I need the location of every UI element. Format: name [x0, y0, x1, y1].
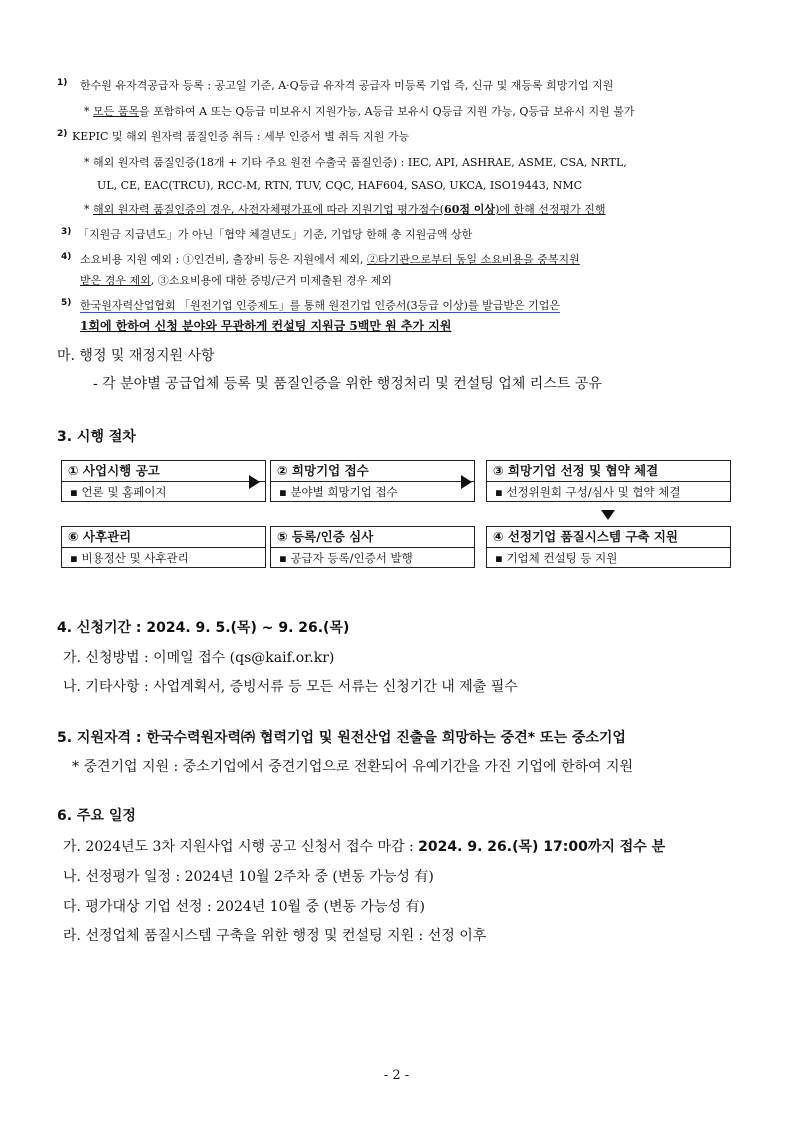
section-ma-item: - 각 분야별 공급업체 등록 및 품질인증을 위한 행정처리 및 컨설팅 업체 리스트 공유 — [93, 376, 602, 392]
footnote-mark: 1) — [57, 78, 68, 88]
schedule-item-3: 다. 평가대상 기업 선정 : 2024년 10월 중 (변동 가능성 有) — [63, 899, 425, 915]
step-desc: ▪ 선정위원회 구성/심사 및 협약 체결 — [495, 485, 681, 499]
step-title: ④ 선정기업 품질시스템 구축 지원 — [487, 527, 730, 548]
underlined-text: 모든 품목 — [93, 105, 140, 118]
step-title: ⑥ 사후관리 — [62, 527, 265, 548]
footnote-text: 한수원 유자격공급자 등록 : 공고일 기준, A·Q등급 유자격 공급자 미등록 기업 즉, 신규 및 재등록 희망기업 지원 — [80, 79, 614, 92]
footnote-2-sub-2 — [84, 202, 605, 217]
step-6-box — [61, 526, 266, 568]
step-1-box — [61, 460, 266, 502]
footnote-text: 「지원금 지급년도」가 아닌「협약 체결년도」기준, 기업당 한해 총 지원금액 상한 — [78, 228, 473, 241]
footnote-2-sub-1b: UL, CE, EAC(TRCU), RCC-M, RTN, TUV, CQC, HAF604, SASO, UKCA, ISO19443, NMC — [97, 179, 583, 192]
schedule-item-1 — [63, 836, 665, 856]
underlined-text: ②타기관으로부터 동일 소요비용을 중복지원 — [366, 253, 580, 266]
schedule-text: 가. 2024년도 3차 지원사업 시행 공고 신청서 접수 마감 : — [63, 839, 419, 855]
footnote-text: 을 포함하여 A 또는 Q등급 미보유시 지원가능, A등급 보유시 Q등급 지원 가능, Q등급 보유시 지원 불가 — [139, 105, 635, 118]
footnote-mark: 2) — [57, 129, 68, 139]
bold-text: 1회에 한하여 신청 분야와 무관하게 컨설팅 지원금 5백만 원 추가 지원 — [80, 319, 452, 333]
deadline-text: 2024. 9. 26.(목) 17:00까지 접수 분 — [418, 839, 666, 855]
footnote-mark: 3) — [61, 227, 72, 237]
bold-text: 60점 이상 — [444, 203, 496, 216]
footnote-mark: 5) — [61, 298, 72, 308]
footnote-text-line2 — [80, 273, 392, 288]
step-5-box — [270, 526, 475, 568]
footnote-text: , ③소요비용에 대한 증빙/근거 미제출된 경우 제외 — [150, 274, 392, 287]
arrow-right-icon — [461, 475, 472, 489]
underlined-text: 해외 원자력 품질인증의 경우, 사전자체평가표에 따라 지원기업 평가점수( — [93, 203, 445, 216]
underlined-text: )에 한해 선정평가 진행 — [495, 203, 606, 216]
schedule-item-4: 라. 선정업체 품질시스템 구축을 위한 행정 및 컨설팅 지원 : 선정 이후 — [63, 928, 487, 944]
underlined-text: 한국원자력산업협회 「원전기업 인증제도」를 통해 원전기업 인증서(3등급 이상)를 발급받은 기업은 — [80, 299, 560, 312]
step-title: ⑤ 등록/인증 심사 — [271, 527, 474, 548]
footnote-text: 소요비용 지원 예외 : ①인건비, 출장비 등은 지원에서 제외, — [80, 253, 367, 266]
step-desc: ▪ 비용정산 및 사후관리 — [70, 551, 189, 565]
step-desc: ▪ 공급자 등록/인증서 발행 — [279, 551, 413, 565]
step-desc: ▪ 기업체 컨설팅 등 지원 — [495, 551, 618, 565]
section-4-item: 가. 신청방법 : 이메일 접수 (qs@kaif.or.kr) — [63, 650, 335, 666]
section-ma-heading: 마. 행정 및 재정지원 사항 — [57, 348, 215, 364]
page-number: - 2 - — [383, 1068, 410, 1083]
section-6-heading: 6. 주요 일정 — [57, 808, 136, 824]
footnote-mark: 4) — [61, 252, 72, 262]
step-title: ② 희망기업 접수 — [271, 461, 474, 482]
step-4-box — [486, 526, 731, 568]
section-3-heading: 3. 시행 절차 — [57, 429, 136, 445]
section-4-heading: 4. 신청기간 : 2024. 9. 5.(목) ~ 9. 26.(목) — [57, 620, 350, 636]
underlined-text: 받은 경우 제외 — [80, 274, 151, 287]
footnote-text-line1 — [80, 252, 580, 267]
step-3-box — [486, 460, 731, 502]
step-2-box — [270, 460, 475, 502]
step-title: ① 사업시행 공고 — [62, 461, 265, 482]
section-5-note: * 중견기업 지원 : 중소기업에서 중견기업으로 전환되어 유예기간을 가진 기업에 한하여 지원 — [72, 759, 634, 775]
footnote-text: KEPIC 및 해외 원자력 품질인증 취득 : 세부 인증서 별 취득 지원 가능 — [72, 130, 410, 143]
arrow-right-icon — [249, 475, 260, 489]
bullet: * — [84, 105, 93, 118]
step-desc: ▪ 언론 및 홈페이지 — [70, 485, 167, 499]
section-4-item: 나. 기타사항 : 사업계획서, 증빙서류 등 모든 서류는 신청기간 내 제출 필수 — [63, 679, 518, 695]
step-desc: ▪ 분야별 희망기업 접수 — [279, 485, 398, 499]
bullet: * — [84, 203, 93, 216]
footnote-2-sub-1a: * 해외 원자력 품질인증(18개 + 기타 주요 원전 수출국 품질인증) : IEC, API, ASHRAE, ASME, CSA, NRTL, — [84, 156, 627, 169]
arrow-down-icon — [601, 510, 615, 520]
section-5-heading: 5. 지원자격 : 한국수력원자력㈜ 협력기업 및 원전산업 진출을 희망하는 중견* 또는 중소기업 — [57, 730, 626, 746]
schedule-item-2: 나. 선정평가 일정 : 2024년 10월 2주차 중 (변동 가능성 有) — [63, 869, 434, 885]
footnote-1-sub — [84, 104, 635, 119]
step-title: ③ 희망기업 선정 및 협약 체결 — [487, 461, 730, 482]
